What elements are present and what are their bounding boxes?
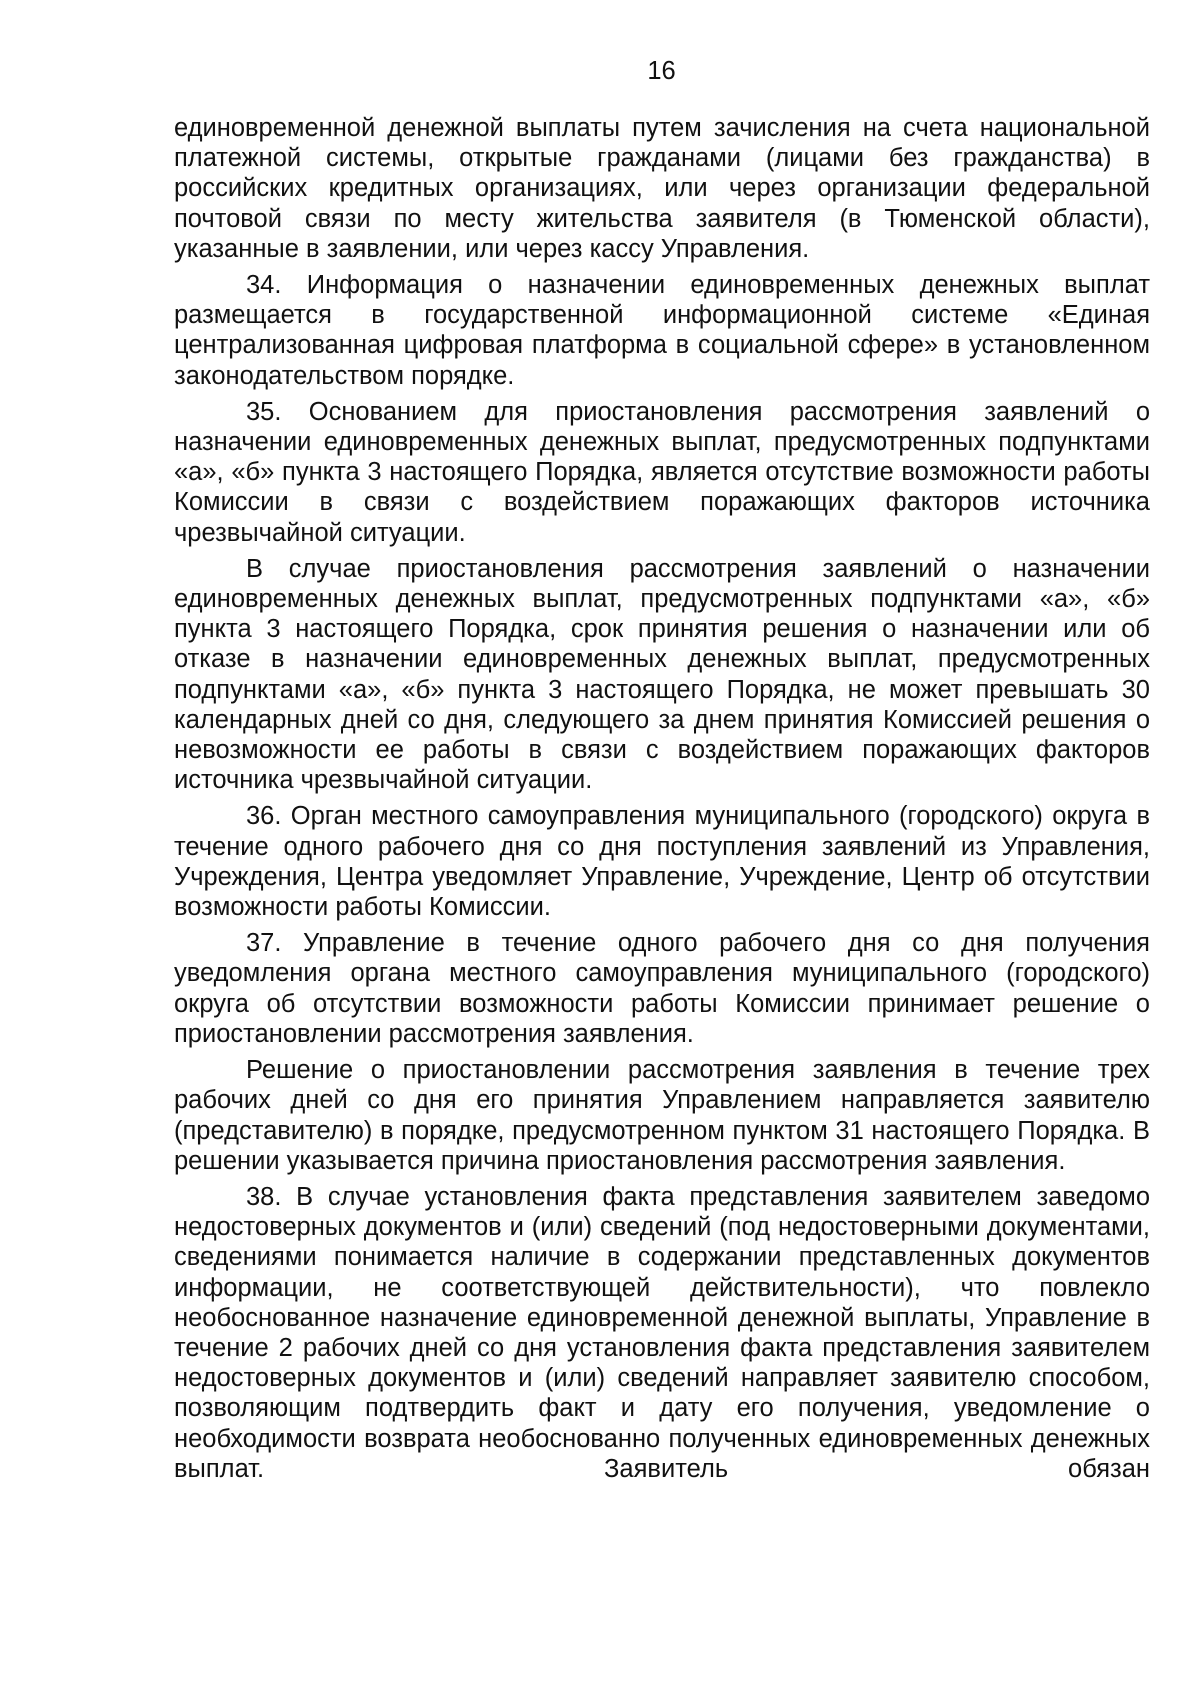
paragraph-item-37-decision: Решение о приостановлении рассмотрения заявления в течение трех рабочих дней со дня его принятия Управлением направляется заявителю (представителю) в порядке, предусмотренном пунктом 31 настоящего Порядка. В решении указывается причина приостановления рассмотрения заявления. (174, 1056, 1150, 1175)
document-body (174, 113, 1150, 1490)
paragraph-item-35-suspension-term: В случае приостановления рассмотрения заявлений о назначении единовременных денежных выплат, предусмотренных подпунктами «а», «б» пункта 3 настоящего Порядка, срок принятия решения о назначении или об отказе в назначении единовременных денежных выплат, предусмотренных подпунктами «а», «б» пункта 3 настоящего Порядка, не может превышать 30 календарных дней со дня, следующего за днем принятия Комиссией решения о невозможности ее работы в связи с воздействием поражающих факторов источника чрезвычайной ситуации. (174, 554, 1150, 795)
paragraph-item-35: 35. Основанием для приостановления рассмотрения заявлений о назначении единовременных денежных выплат, предусмотренных подпунктами «а», «б» пункта 3 настоящего Порядка, является отсутствие возможности работы Комиссии в связи с воздействием поражающих факторов источника чрезвычайной ситуации. (174, 397, 1150, 547)
paragraph-item-37: 37. Управление в течение одного рабочего дня со дня получения уведомления органа местного самоуправления муниципального (городского) округа об отсутствии возможности работы Комиссии принимает решение о приостановлении рассмотрения заявления. (174, 929, 1150, 1048)
paragraph-item-34: 34. Информация о назначении единовременных денежных выплат размещается в государственной информационной системе «Единая централизованная цифровая платформа в социальной сфере» в установленном законодательством порядке. (174, 271, 1150, 390)
paragraph-item-36: 36. Орган местного самоуправления муниципального (городского) округа в течение одного рабочего дня со дня поступления заявлений из Управления, Учреждения, Центра уведомляет Управление, Учреждение, Центр об отсутствии возможности работы Комиссии. (174, 802, 1150, 922)
paragraph-continuation: единовременной денежной выплаты путем зачисления на счета национальной платежной системы, открытые гражданами (лицами без гражданства) в российских кредитных организациях, или через организации федеральной почтовой связи по месту жительства заявителя (в Тюменской области), указанные в заявлении, или через кассу Управления. (174, 114, 1150, 263)
paragraph-item-38: 38. В случае установления факта представления заявителем заведомо недостоверных документов и (или) сведений (под недостоверными документами, сведениями понимается наличие в содержании представленных документов информации, не соответствующей действительности), что повлекло необоснованное назначение единовременной денежной выплаты, Управление в течение 2 рабочих дней со дня установления факта представления заявителем недостоверных документов и (или) сведений направляет заявителю способом, позволяющим подтвердить факт и дату его получения, уведомление о необходимости возврата необоснованно полученных единовременных денежных выплат. Заявитель обязан (174, 1182, 1150, 1483)
page-number: 16 (647, 57, 676, 85)
